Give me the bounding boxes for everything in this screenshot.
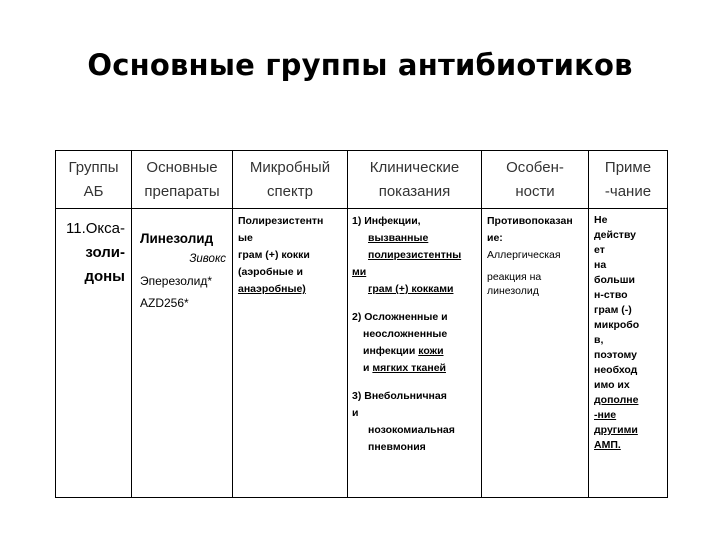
header-drugs: Основные препараты (132, 151, 233, 209)
indication-2: 2) Осложненные и неосложненные инфекции кожи и мягких тканей (352, 311, 448, 374)
drug-eperezolid: Эперезолид* (140, 274, 213, 288)
slide-title: Основные группы антибиотиков (87, 48, 633, 82)
header-indications: Клинические показания (348, 151, 482, 209)
header-groups: Группы АБ (56, 151, 132, 209)
header-spectrum: Микробный спектр (233, 151, 348, 209)
cell-features: Противопоказан ие: Аллергическая реакция на линезолид (482, 209, 589, 498)
table-row (56, 209, 668, 498)
header-features: Особен- ности (482, 151, 589, 209)
drug-brand-zyvox: Зивокс (189, 253, 226, 265)
cell-group: 11.Окса- золи- доны (56, 209, 132, 498)
cell-indications (348, 209, 482, 498)
drug-linezolid: Линезолид (140, 231, 214, 246)
drug-azd256: AZD256* (140, 296, 189, 310)
cell-drugs (132, 209, 233, 498)
table-header-row (56, 151, 668, 209)
indication-1: 1) Инфекции, вызванные полирезистентны ми грам (+) кокками (352, 215, 462, 295)
cell-note: Не действу ет на больши н-ство грам (-) микробо в, поэтому необход имо их дополне -ние другими АМП. (589, 209, 668, 498)
indication-3: 3) Внебольничная и нозокомиальная пневмония (352, 390, 455, 453)
antibiotics-table (55, 150, 668, 498)
header-note: Приме -чание (589, 151, 668, 209)
cell-spectrum: Полирезистентн ые грам (+) кокки (аэробные и анаэробные) (233, 209, 348, 498)
